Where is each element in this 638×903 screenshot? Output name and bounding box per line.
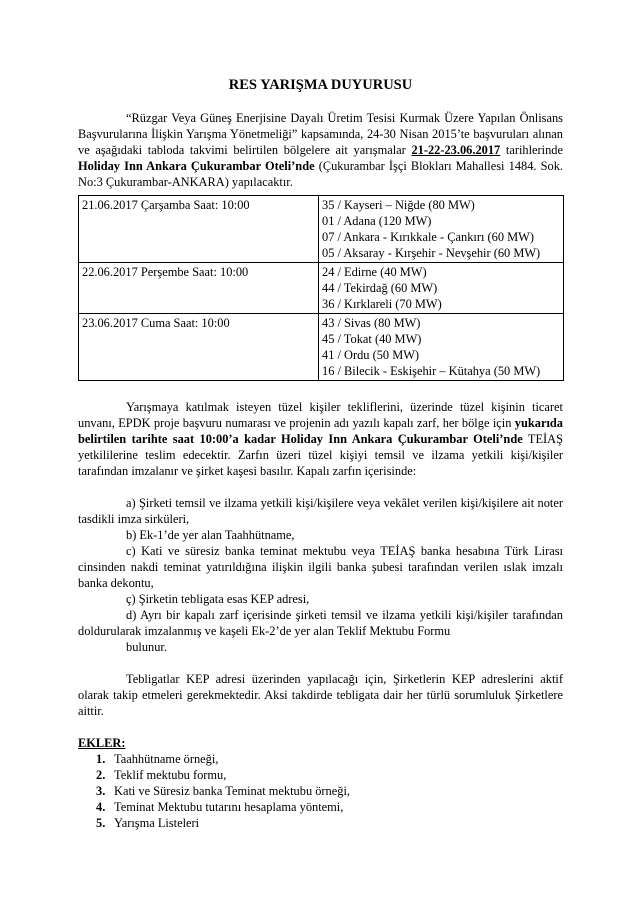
competition-dates: 21-22-23.06.2017 — [411, 143, 501, 157]
region-item: 07 / Ankara - Kırıkkale - Çankırı (60 MW) — [322, 230, 534, 244]
schedule-date: 22.06.2017 Perşembe Saat: 10:00 — [79, 263, 319, 314]
document-title: RES YARIŞMA DUYURUSU — [228, 77, 413, 93]
schedule-date: 21.06.2017 Çarşamba Saat: 10:00 — [79, 196, 319, 263]
list-number: 5. — [96, 816, 106, 830]
intro-text-1: “Rüzgar Veya Güneş Enerjisine Dayalı Üretim Tesisi Kurmak Üzere Yapılan Önlisans Başvurularına İlişkin Yarışma Yönetmeliği” kapsamında, 24-30 Nisan 2015’te başvuruları alınan ve aşağıdaki tabloda takvimi belirtilen bölgelere ait yarışmalar — [78, 111, 563, 157]
list-item: c) Kati ve süresiz banka teminat mektubu veya TEİAŞ banka hesabına Türk Lirası cinsinden nakdi teminat yatırıldığına ilişkin ilgili banka şubesi tarafından verilen ıslak imzalı banka dekontu, — [78, 544, 563, 590]
table-row — [79, 314, 564, 381]
region-item: 01 / Adana (120 MW) — [322, 214, 432, 228]
intro-paragraph — [78, 110, 563, 190]
list-item: b) Ek-1’de yer alan Taahhütname, — [126, 528, 295, 542]
schedule-table — [78, 195, 564, 381]
list-item — [96, 799, 563, 815]
schedule-regions — [319, 196, 564, 263]
table-row — [79, 196, 564, 263]
deadline-notice: yukarıda belirtilen tarihte saat 10:00’a kadar Holiday Inn Ankara Çukurambar Oteli’nde — [78, 416, 563, 446]
list-item: d) Ayrı bir kapalı zarf içerisinde şirketi temsil ve ilzama yetkili kişi/kişiler tarafından doldurularak imzalanmış ve kaşeli Ek-2’de yer alan Teklif Mektubu Formu — [78, 608, 563, 638]
region-item: 05 / Aksaray - Kırşehir - Nevşehir (60 MW) — [322, 246, 541, 260]
intro-text-3: (Çukurambar İşçi Blokları Mahallesi 1484. Sok. No:3 Çukurambar-ANKARA) yapılacaktır. — [78, 159, 563, 189]
list-item — [96, 751, 563, 767]
list-text: Teminat Mektubu tutarını hesaplama yöntemi, — [114, 800, 344, 814]
schedule-regions — [319, 263, 564, 314]
list-number: 3. — [96, 784, 106, 798]
list-number: 4. — [96, 800, 106, 814]
list-text: Yarışma Listeleri — [114, 816, 200, 830]
list-item: ç) Şirketin tebligata esas KEP adresi, — [126, 592, 310, 606]
region-item: 43 / Sivas (80 MW) — [322, 316, 421, 330]
schedule-date: 23.06.2017 Cuma Saat: 10:00 — [79, 314, 319, 381]
table-row — [79, 263, 564, 314]
venue-name: Holiday Inn Ankara Çukurambar Oteli’nde — [78, 159, 315, 173]
list-item — [96, 783, 563, 799]
schedule-regions — [319, 314, 564, 381]
list-item — [96, 815, 563, 831]
region-item: 35 / Kayseri – Niğde (80 MW) — [322, 198, 475, 212]
region-item: 24 / Edirne (40 MW) — [322, 265, 427, 279]
participation-paragraph — [78, 399, 563, 479]
region-item: 45 / Tokat (40 MW) — [322, 332, 422, 346]
region-item: 16 / Bilecik - Eskişehir – Kütahya (50 MW) — [322, 364, 541, 378]
list-text: Kati ve Süresiz banka Teminat mektubu örneği, — [114, 784, 350, 798]
ekler-list — [78, 751, 563, 831]
participation-text-1: Yarışmaya katılmak isteyen tüzel kişiler tekliflerini, üzerinde tüzel kişinin ticaret unvanı, EPDK proje başvuru numarası ve projenin adı yazılı kapalı zarf, her bölge için — [78, 400, 563, 430]
region-item: 44 / Tekirdağ (60 MW) — [322, 281, 438, 295]
list-item: a) Şirketi temsil ve ilzama yetkili kişi/kişilere veya vekâlet verilen kişi/kişilere ait noter tasdikli imza sirküleri, — [78, 496, 563, 526]
intro-text-2: tarihlerinde — [500, 143, 563, 157]
list-text: Teklif mektubu formu, — [114, 768, 227, 782]
list-number: 1. — [96, 752, 106, 766]
participation-text-2: TEİAŞ yetkililerine teslim edecektir. Zarfın üzeri tüzel kişiyi temsil ve ilzama yetkili kişi/kişiler tarafından imzalanır ve şirket kaşesi basılır. Kapalı zarfın içerisinde: — [78, 432, 564, 478]
list-item — [96, 767, 563, 783]
region-item: 36 / Kırklareli (70 MW) — [322, 297, 442, 311]
kep-notice-paragraph: Tebligatlar KEP adresi üzerinden yapılacağı için, Şirketlerin KEP adreslerini aktif olarak takip etmeleri gerekmektedir. Aksi takdirde tebligata dair her türlü sorumluluk Şirketlere aittir. — [78, 672, 563, 718]
document-page — [78, 76, 563, 831]
ekler-heading: EKLER: — [78, 736, 126, 750]
envelope-contents-list — [78, 495, 563, 655]
list-item-tail: bulunur. — [126, 640, 167, 654]
list-text: Taahhütname örneği, — [114, 752, 219, 766]
region-item: 41 / Ordu (50 MW) — [322, 348, 420, 362]
list-number: 2. — [96, 768, 106, 782]
